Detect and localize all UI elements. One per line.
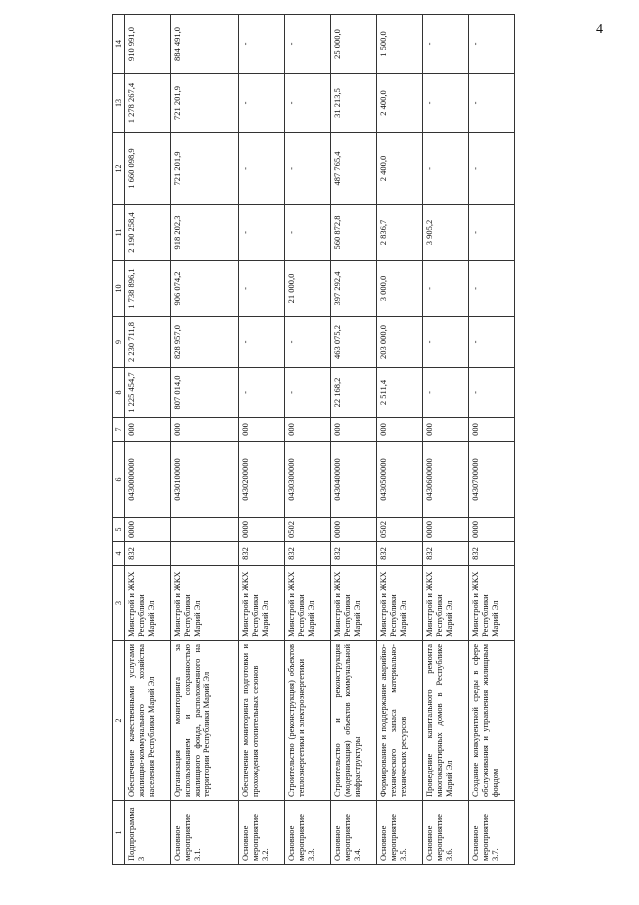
executor: Минстрой и ЖКХ Республики Марий Эл xyxy=(377,566,423,641)
grbs-code: 832 xyxy=(239,542,285,566)
grbs-code: 832 xyxy=(331,542,377,566)
expense-type: 000 xyxy=(239,418,285,442)
year-value-11: - xyxy=(469,205,515,261)
year-value-8: 22 168,2 xyxy=(331,368,377,418)
program-name: Основное мероприятие 3.6. xyxy=(423,801,469,865)
column-header-11: 11 xyxy=(113,205,125,261)
section-code: 0000 xyxy=(423,518,469,542)
description: Организация мониторинга за использованием и сохранностью жилищного фонда, расположенного на территории Республики Марий Эл xyxy=(171,641,239,801)
executor: Минстрой и ЖКХ Республики Марий Эл xyxy=(469,566,515,641)
table-row xyxy=(239,15,285,865)
year-value-14: 910 991,0 xyxy=(125,15,171,74)
target-code: 0430400000 xyxy=(331,442,377,518)
executor: Минстрой и ЖКХ Республики Марий Эл xyxy=(125,566,171,641)
grbs-code: 832 xyxy=(285,542,331,566)
grbs-code: 832 xyxy=(125,542,171,566)
header-row xyxy=(113,15,125,865)
grbs-code: 832 xyxy=(469,542,515,566)
executor: Минстрой и ЖКХ Республики Марий Эл xyxy=(285,566,331,641)
table-row xyxy=(377,15,423,865)
executor: Минстрой и ЖКХ Республики Марий Эл xyxy=(171,566,239,641)
year-value-13: 2 400,0 xyxy=(377,74,423,133)
year-value-13: - xyxy=(469,74,515,133)
expense-type: 000 xyxy=(377,418,423,442)
year-value-9: - xyxy=(469,317,515,368)
year-value-11: 560 872,8 xyxy=(331,205,377,261)
column-header-4: 4 xyxy=(113,542,125,566)
column-header-8: 8 xyxy=(113,368,125,418)
year-value-13: - xyxy=(423,74,469,133)
section-code xyxy=(171,518,239,542)
column-header-5: 5 xyxy=(113,518,125,542)
program-name: Основное мероприятие 3.3. xyxy=(285,801,331,865)
target-code: 0430000000 xyxy=(125,442,171,518)
table-row xyxy=(285,15,331,865)
column-header-9: 9 xyxy=(113,317,125,368)
year-value-10: - xyxy=(423,261,469,317)
year-value-9: 463 075,2 xyxy=(331,317,377,368)
year-value-8: - xyxy=(469,368,515,418)
table-row xyxy=(125,15,171,865)
year-value-11: - xyxy=(239,205,285,261)
column-header-13: 13 xyxy=(113,74,125,133)
year-value-13: - xyxy=(285,74,331,133)
grbs-code: 832 xyxy=(423,542,469,566)
section-code: 0000 xyxy=(331,518,377,542)
column-header-6: 6 xyxy=(113,442,125,518)
year-value-12: - xyxy=(469,133,515,205)
table-body xyxy=(113,15,515,865)
target-code: 0430100000 xyxy=(171,442,239,518)
program-name: Основное мероприятие 3.1. xyxy=(171,801,239,865)
description: Строительство и реконструкция (модернизация) объектов коммунальной инфраструктуры xyxy=(331,641,377,801)
year-value-9: - xyxy=(239,317,285,368)
target-code: 0430300000 xyxy=(285,442,331,518)
year-value-11: 3 905,2 xyxy=(423,205,469,261)
year-value-8: - xyxy=(423,368,469,418)
year-value-12: 721 201,9 xyxy=(171,133,239,205)
column-header-14: 14 xyxy=(113,15,125,74)
year-value-9: - xyxy=(285,317,331,368)
year-value-13: 31 213,5 xyxy=(331,74,377,133)
year-value-14: 884 491,0 xyxy=(171,15,239,74)
grbs-code: 832 xyxy=(377,542,423,566)
year-value-12: 2 400,0 xyxy=(377,133,423,205)
column-header-1: 1 xyxy=(113,801,125,865)
year-value-12: 487 765,4 xyxy=(331,133,377,205)
description: Строительство (реконструкция) объектов теплоэнергетики и электроэнергетики xyxy=(285,641,331,801)
year-value-10: 906 074,2 xyxy=(171,261,239,317)
budget-table xyxy=(112,14,515,865)
program-name: Основное мероприятие 3.5. xyxy=(377,801,423,865)
year-value-9: 2 230 711,8 xyxy=(125,317,171,368)
column-header-10: 10 xyxy=(113,261,125,317)
expense-type: 000 xyxy=(125,418,171,442)
year-value-11: 2 836,7 xyxy=(377,205,423,261)
year-value-10: - xyxy=(239,261,285,317)
description: Обеспечение качественными услугами жилищно-коммунального хозяйства населения Республики Марий Эл xyxy=(125,641,171,801)
table-row xyxy=(423,15,469,865)
year-value-12: 1 660 098,9 xyxy=(125,133,171,205)
executor: Минстрой и ЖКХ Республики Марий Эл xyxy=(239,566,285,641)
expense-type: 000 xyxy=(285,418,331,442)
target-code: 0430500000 xyxy=(377,442,423,518)
program-name: Основное мероприятие 3.7. xyxy=(469,801,515,865)
page-number: 4 xyxy=(596,22,603,37)
column-header-7: 7 xyxy=(113,418,125,442)
table-row xyxy=(469,15,515,865)
executor: Минстрой и ЖКХ Республики Марий Эл xyxy=(331,566,377,641)
column-header-12: 12 xyxy=(113,133,125,205)
year-value-8: 2 511,4 xyxy=(377,368,423,418)
description: Проведение капитального ремонта многоквартирных домов в Республике Марий Эл xyxy=(423,641,469,801)
year-value-13: 1 278 267,4 xyxy=(125,74,171,133)
year-value-10: 1 738 896,1 xyxy=(125,261,171,317)
program-name: Основное мероприятие 3.2. xyxy=(239,801,285,865)
expense-type: 000 xyxy=(469,418,515,442)
executor: Минстрой и ЖКХ Республики Марий Эл xyxy=(423,566,469,641)
year-value-14: - xyxy=(423,15,469,74)
year-value-13: 721 201,9 xyxy=(171,74,239,133)
year-value-8: 807 014,0 xyxy=(171,368,239,418)
expense-type: 000 xyxy=(171,418,239,442)
year-value-10: 3 000,0 xyxy=(377,261,423,317)
program-name: Основное мероприятие 3.4. xyxy=(331,801,377,865)
year-value-9: 828 957,0 xyxy=(171,317,239,368)
year-value-8: - xyxy=(239,368,285,418)
table-row xyxy=(331,15,377,865)
section-code: 0000 xyxy=(125,518,171,542)
year-value-14: 25 000,0 xyxy=(331,15,377,74)
year-value-13: - xyxy=(239,74,285,133)
section-code: 0502 xyxy=(285,518,331,542)
target-code: 0430600000 xyxy=(423,442,469,518)
table-row xyxy=(171,15,239,865)
description: Создание конкурентной среды в сфере обслуживания и управления жилищным фондом xyxy=(469,641,515,801)
year-value-11: 918 202,3 xyxy=(171,205,239,261)
year-value-8: - xyxy=(285,368,331,418)
year-value-11: 2 190 258,4 xyxy=(125,205,171,261)
year-value-14: - xyxy=(239,15,285,74)
program-name: Подпрограмма 3 xyxy=(125,801,171,865)
year-value-14: 1 500,0 xyxy=(377,15,423,74)
year-value-8: 1 225 454,7 xyxy=(125,368,171,418)
grbs-code xyxy=(171,542,239,566)
column-header-2: 2 xyxy=(113,641,125,801)
column-header-3: 3 xyxy=(113,566,125,641)
year-value-10: 21 000,0 xyxy=(285,261,331,317)
description: Формирование и поддержание аварийно-технического запаса материально-технических ресурсов xyxy=(377,641,423,801)
year-value-12: - xyxy=(285,133,331,205)
year-value-9: - xyxy=(423,317,469,368)
year-value-10: 397 292,4 xyxy=(331,261,377,317)
description: Обеспечение мониторинга подготовки и прохождения отопительных сезонов xyxy=(239,641,285,801)
year-value-14: - xyxy=(285,15,331,74)
section-code: 0000 xyxy=(239,518,285,542)
expense-type: 000 xyxy=(331,418,377,442)
year-value-11: - xyxy=(285,205,331,261)
year-value-12: - xyxy=(423,133,469,205)
section-code: 0502 xyxy=(377,518,423,542)
year-value-9: 203 000,0 xyxy=(377,317,423,368)
year-value-14: - xyxy=(469,15,515,74)
year-value-10: - xyxy=(469,261,515,317)
target-code: 0430200000 xyxy=(239,442,285,518)
section-code: 0000 xyxy=(469,518,515,542)
target-code: 0430700000 xyxy=(469,442,515,518)
expense-type: 000 xyxy=(423,418,469,442)
year-value-12: - xyxy=(239,133,285,205)
